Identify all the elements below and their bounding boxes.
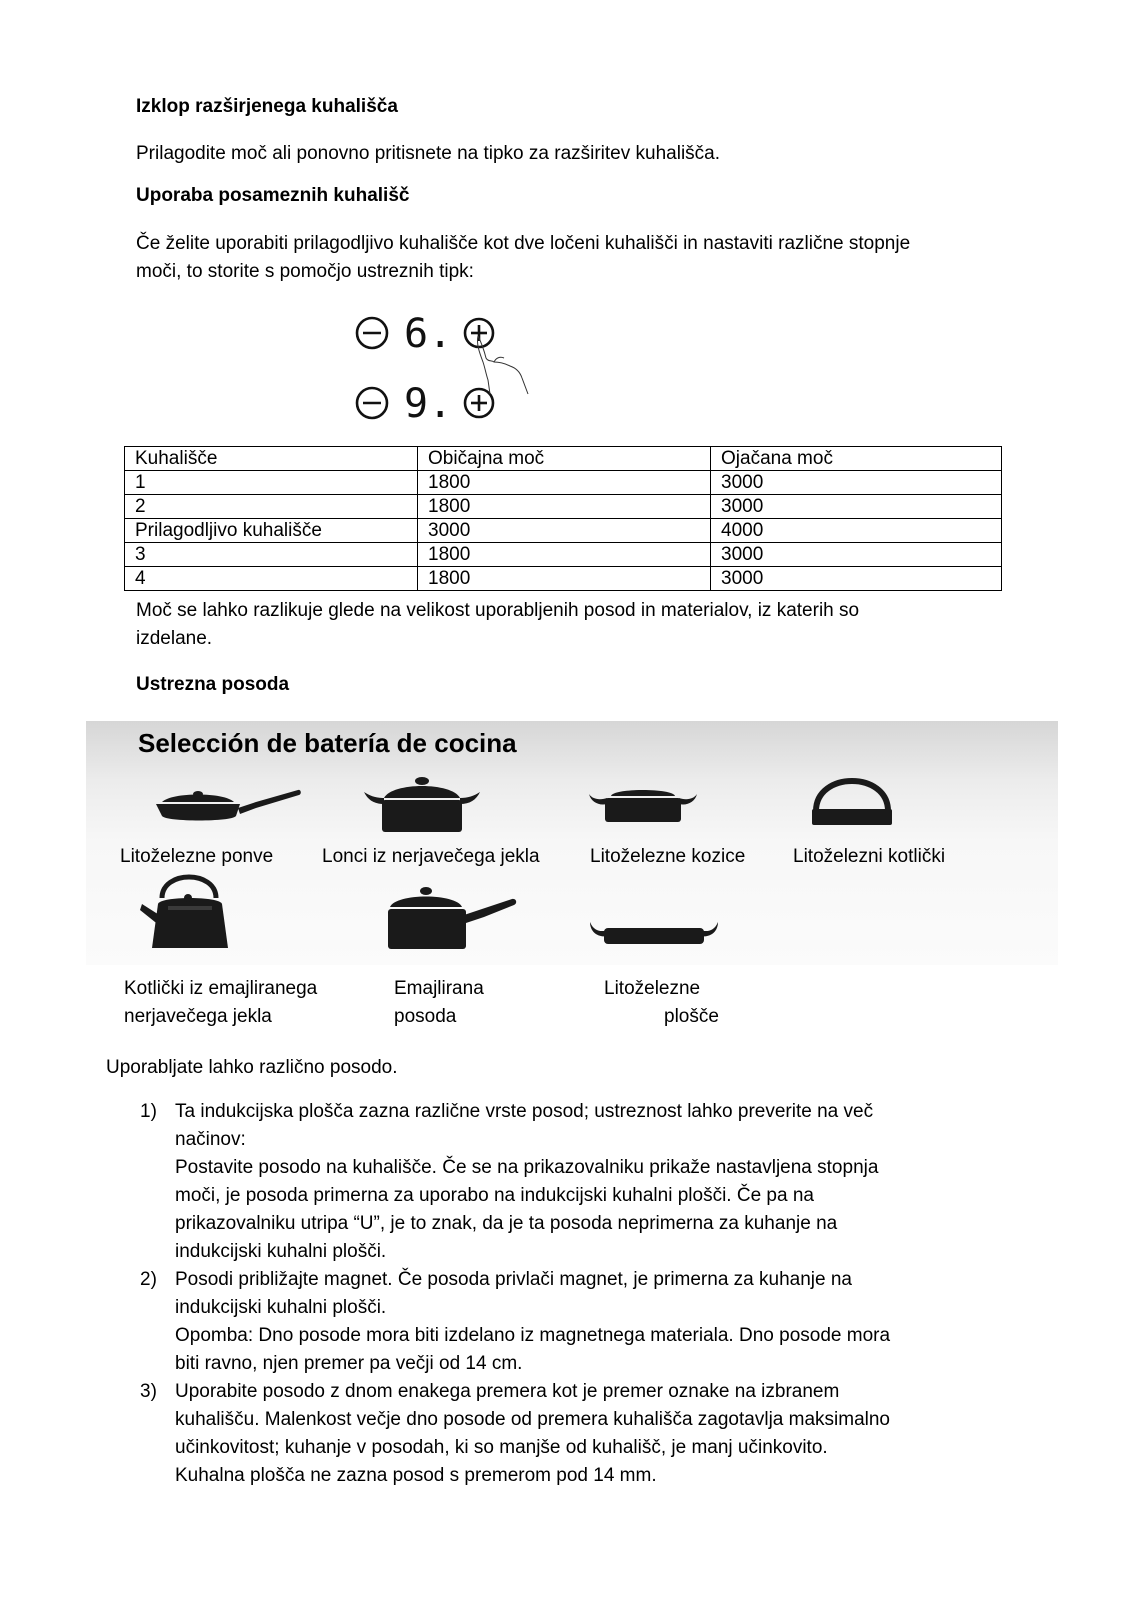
- cookware-title: Selección de batería de cocina: [138, 728, 517, 758]
- table-cell: 3000: [711, 495, 1002, 519]
- table-cell: 4000: [711, 519, 1002, 543]
- table-cell: 1800: [418, 471, 711, 495]
- table-cell: 1800: [418, 543, 711, 567]
- list-line: moči, je posoda primerna za uporabo na indukcijski kuhalni plošči. Če pa na: [175, 1185, 814, 1206]
- list-line: Opomba: Dno posode mora biti izdelano iz magnetnega materiala. Dno posode mora: [175, 1325, 891, 1346]
- table-cell: Prilagodljivo kuhališče: [125, 519, 418, 543]
- control-panel-illustration: [350, 310, 550, 425]
- table-cell: 1800: [418, 495, 711, 519]
- plus-icon: [465, 389, 493, 417]
- paragraph-use-various-cookware: Uporabljate lahko različno posodo.: [106, 1057, 398, 1078]
- header-cell: Kuhališče: [125, 447, 418, 471]
- heading-suitable-cookware: Ustrezna posoda: [136, 674, 290, 695]
- list-number: 2): [140, 1269, 157, 1290]
- table-cell: 4: [125, 567, 418, 591]
- label-cast-iron-pans: Litoželezne ponve: [120, 846, 274, 867]
- table-cell: 3000: [418, 519, 711, 543]
- table-row: [125, 495, 1002, 519]
- paragraph-flexible-zone-line2: moči, to storite s pomočjo ustreznih tipk:: [136, 261, 474, 282]
- table-cell: 3000: [711, 567, 1002, 591]
- list-item: [140, 1098, 980, 1266]
- cast-iron-kettle-icon: [810, 769, 894, 827]
- table-cell: 2: [125, 495, 418, 519]
- list-line: učinkovitost; kuhanje v posodah, ki so manjše od kuhališč, je manj učinkovito.: [175, 1437, 828, 1458]
- table-cell: 3000: [711, 471, 1002, 495]
- enamel-saucepan-icon: [386, 885, 518, 951]
- minus-icon: [357, 388, 387, 418]
- label-enamel-cookware-line2: posoda: [394, 1006, 457, 1027]
- list-line: prikazovalniku utripa “U”, je to znak, da je ta posoda neprimerna za kuhanje na: [175, 1213, 838, 1234]
- label-cast-iron-plates-line1: Litoželezne: [604, 978, 701, 999]
- table-cell: 1800: [418, 567, 711, 591]
- cast-iron-casserole-icon: [587, 786, 699, 826]
- top-power-level: 6.: [404, 311, 453, 357]
- enamel-kettle-icon: [138, 868, 232, 952]
- list-line: načinov:: [175, 1129, 246, 1150]
- paragraph-power-varies-line1: Moč se lahko razlikuje glede na velikost uporabljenih posod in materialov, iz katerih so: [136, 600, 860, 621]
- table-row: [125, 543, 1002, 567]
- cookware-instructions-list: [140, 1098, 980, 1490]
- list-line: Postavite posodo na kuhališče. Če se na prikazovalniku prikaže nastavljena stopnja: [175, 1157, 879, 1178]
- list-line: Uporabite posodo z dnom enakega premera kot je premer oznake na izbranem: [175, 1381, 840, 1402]
- table-header-row: [125, 447, 1002, 471]
- label-enamel-cookware-line1: Emajlirana: [394, 978, 484, 999]
- label-cast-iron-plates-line2: plošče: [664, 1006, 719, 1027]
- table-cell: 1: [125, 471, 418, 495]
- table-cell: 3000: [711, 543, 1002, 567]
- power-table: [124, 446, 1002, 591]
- list-line: Kuhalna plošča ne zazna posod s premerom pod 14 mm.: [175, 1465, 657, 1486]
- griddle-plate-icon: [588, 918, 720, 948]
- list-line: biti ravno, njen premer pa večji od 14 cm.: [175, 1353, 523, 1374]
- minus-icon: [357, 318, 387, 348]
- list-number: 1): [140, 1101, 157, 1122]
- label-cast-iron-casseroles: Litoželezne kozice: [590, 846, 746, 867]
- stainless-pot-icon: [362, 776, 482, 832]
- table-row: [125, 519, 1002, 543]
- list-line: kuhališču. Malenkost večje dno posode od premera kuhališča zagotavlja maksimalno: [175, 1409, 890, 1430]
- list-item: [140, 1266, 980, 1378]
- bottom-power-level: 9.: [404, 381, 453, 425]
- label-enamel-kettles-line1: Kotlički iz emajliranega: [124, 978, 318, 999]
- plus-icon: [465, 319, 493, 347]
- label-enamel-kettles-line2: nerjavečega jekla: [124, 1006, 272, 1027]
- heading-individual-zones: Uporaba posameznih kuhališč: [136, 185, 410, 206]
- table-row: [125, 471, 1002, 495]
- list-line: Ta indukcijska plošča zazna različne vrste posod; ustreznost lahko preverite na več: [175, 1101, 874, 1122]
- paragraph-flexible-zone-line1: Če želite uporabiti prilagodljivo kuhališče kot dve ločeni kuhališči in nastaviti različne stopnje: [136, 233, 911, 254]
- header-cell: Običajna moč: [418, 447, 711, 471]
- table-row: [125, 567, 1002, 591]
- paragraph-power-varies-line2: izdelane.: [136, 628, 213, 649]
- list-number: 3): [140, 1381, 157, 1402]
- list-item: [140, 1378, 980, 1490]
- table-cell: 3: [125, 543, 418, 567]
- list-line: indukcijski kuhalni plošči.: [175, 1241, 387, 1262]
- list-line: Posodi približajte magnet. Če posoda privlači magnet, je primerna za kuhanje na: [175, 1269, 852, 1290]
- label-stainless-pots: Lonci iz nerjavečega jekla: [322, 846, 540, 867]
- frying-pan-icon: [152, 784, 302, 828]
- label-cast-iron-kettles: Litoželezni kotlički: [793, 846, 946, 867]
- header-cell: Ojačana moč: [711, 447, 1002, 471]
- paragraph-adjust-power: Prilagodite moč ali ponovno pritisnete na tipko za razširitev kuhališča.: [136, 143, 721, 164]
- heading-switch-off-extended-zone: Izklop razširjenega kuhališča: [136, 96, 398, 117]
- list-line: indukcijski kuhalni plošči.: [175, 1297, 387, 1318]
